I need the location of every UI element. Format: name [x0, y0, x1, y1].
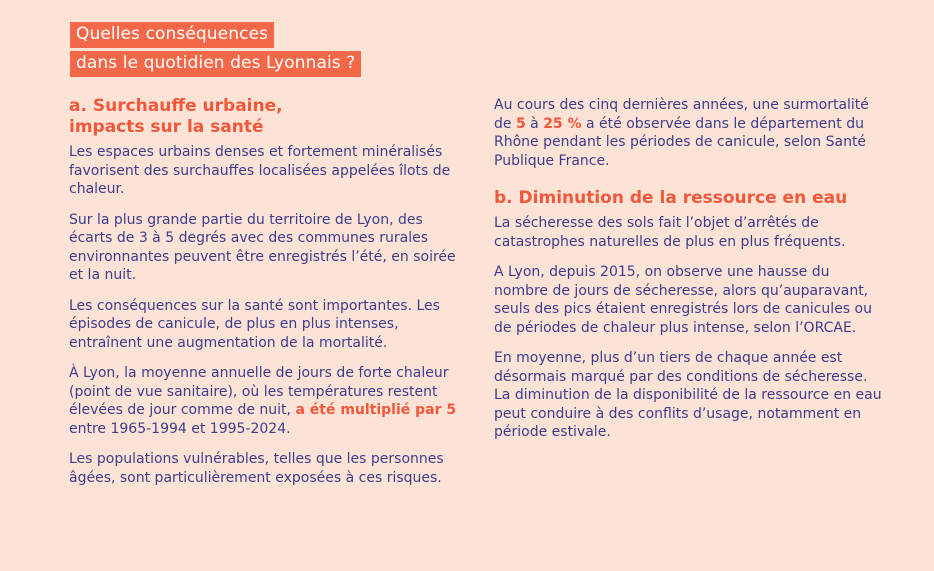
section-b-heading: b. Diminution de la ressource en eau	[494, 188, 848, 208]
page-title	[70, 22, 361, 77]
section-a-paragraph-1: Les espaces urbains denses et fortement minéralisés favorisent des surchauffes localisées appelées îlots de chaleur.	[69, 144, 451, 197]
section-a-paragraph-2: Sur la plus grande partie du territoire de Lyon, des écarts de 3 à 5 degrés avec des communes rurales environnantes peuvent être enregistrés l’été, en soirée et la nuit.	[69, 211, 456, 283]
section-a-paragraph-4	[69, 364, 459, 438]
intro-highlight-5: 5	[515, 115, 526, 132]
intro-text-before: Au cours des cinq dernières années, une surmortalité de	[494, 97, 869, 132]
section-a-heading-line-1: a. Surchauffe urbaine,	[69, 96, 283, 116]
p4-highlight: a été multiplié par 5	[295, 402, 457, 418]
right-intro-paragraph	[494, 96, 884, 170]
intro-text-mid: à	[525, 115, 544, 132]
section-a-paragraph-3: Les conséquences sur la santé sont importantes. Les épisodes de canicule, de plus en plus intenses, entraînent une augmentation de la mortalité.	[69, 297, 440, 351]
p4-text-after: entre 1965-1994 et 1995-2024.	[69, 420, 291, 437]
section-b-paragraph-1: La sécheresse des sols fait l’objet d’arrêtés de catastrophes naturelles de plus en plus fréquents.	[494, 215, 846, 250]
section-b-paragraph-3: En moyenne, plus d’un tiers de chaque année est désormais marqué par des conditions de sécheresse. La diminution de la disponibilité de la ressource en eau peut conduire à des conflits d’usage, notamment en période estivale.	[494, 350, 882, 440]
right-column	[494, 96, 884, 454]
left-column	[69, 96, 459, 499]
intro-text-after: a été observée dans le département du Rhône pendant les périodes de canicule, selon Santé Publique France.	[494, 115, 867, 169]
p4-text-before: À Lyon, la moyenne annuelle de jours de forte chaleur (point de vue sanitaire), où les températures restent élevées de jour comme de nuit,	[69, 365, 449, 418]
section-a-paragraph-5: Les populations vulnérables, telles que les personnes âgées, sont particulièrement exposées à ces risques.	[69, 451, 444, 486]
section-a-heading-line-2: impacts sur la santé	[69, 117, 264, 137]
section-b-paragraph-2: A Lyon, depuis 2015, on observe une hausse du nombre de jours de sécheresse, alors qu’auparavant, seuls des pics étaient enregistrés lors de canicules ou de périodes de chaleur plus intense, selon l’ORCAE.	[494, 264, 872, 336]
intro-highlight-25: 25 %	[543, 115, 582, 132]
page-title-line-1: Quelles conséquences	[70, 22, 274, 48]
page-title-line-2: dans le quotidien des Lyonnais ?	[70, 51, 361, 77]
section-a-heading	[69, 96, 459, 138]
